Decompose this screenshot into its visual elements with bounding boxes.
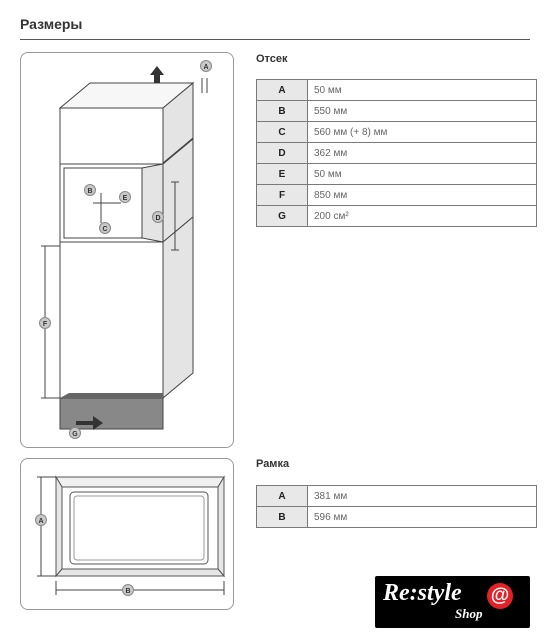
niche-inner-side (142, 164, 163, 242)
frame-opening (70, 492, 208, 564)
frame-diagram (21, 459, 233, 609)
dimension-key: G (257, 206, 308, 227)
plinth-top (60, 393, 163, 398)
frame-title: Рамка (256, 458, 290, 470)
label-d: D (155, 215, 161, 222)
frame-top-bevel (56, 477, 224, 487)
table-row (257, 80, 537, 101)
dimension-value: 550 мм (308, 101, 537, 122)
restyle-shop-logo (375, 576, 530, 628)
dimension-value: 850 мм (308, 185, 537, 206)
dimension-key: C (257, 122, 308, 143)
frame-label-a: A (38, 518, 44, 525)
label-c: C (102, 226, 108, 233)
dimension-value: 560 мм (+ 8) мм (308, 122, 537, 143)
dimension-value: 381 мм (308, 486, 537, 507)
compartment-diagram-panel (20, 52, 234, 448)
dimension-value: 50 мм (308, 80, 537, 101)
table-row (257, 507, 537, 528)
dimension-key: B (257, 507, 308, 528)
upper-cabinet-front (60, 108, 163, 164)
dimension-key: D (257, 143, 308, 164)
dimension-value: 50 мм (308, 164, 537, 185)
frame-right-bevel (218, 477, 224, 576)
label-b: B (87, 188, 93, 195)
lower-cabinet-side (163, 217, 193, 398)
compartment-title: Отсек (256, 53, 288, 65)
table-row (257, 185, 537, 206)
compartment-diagram (21, 53, 233, 447)
frame-diagram-panel (20, 458, 234, 610)
label-f: F (42, 321, 48, 328)
dimension-key: B (257, 101, 308, 122)
label-e: E (122, 195, 128, 202)
logo-main-text: Re:style (383, 580, 462, 606)
title-divider (20, 39, 530, 40)
dimension-key: E (257, 164, 308, 185)
table-row (257, 486, 537, 507)
dimension-key: A (257, 486, 308, 507)
frame-label-b: B (125, 588, 131, 595)
table-row (257, 122, 537, 143)
frame-left-bevel (56, 477, 62, 576)
dimension-value: 596 мм (308, 507, 537, 528)
table-row (257, 206, 537, 227)
compartment-dimensions-table (256, 79, 537, 227)
table-row (257, 101, 537, 122)
label-a: A (203, 64, 209, 71)
dimension-value: 362 мм (308, 143, 537, 164)
logo-sub-text: Shop (455, 606, 483, 621)
label-g: G (72, 431, 78, 438)
table-row (257, 164, 537, 185)
lower-cabinet-front (60, 242, 163, 398)
at-sign-icon: @ (487, 583, 513, 609)
plinth-front (60, 398, 163, 429)
table-row (257, 143, 537, 164)
dimension-value: 200 см² (308, 206, 537, 227)
dimension-key: F (257, 185, 308, 206)
frame-bottom-bevel (56, 569, 224, 576)
vent-out-arrow-icon (150, 66, 164, 83)
frame-dimensions-table (256, 485, 537, 528)
dimension-key: A (257, 80, 308, 101)
page-title: Размеры (20, 16, 83, 32)
